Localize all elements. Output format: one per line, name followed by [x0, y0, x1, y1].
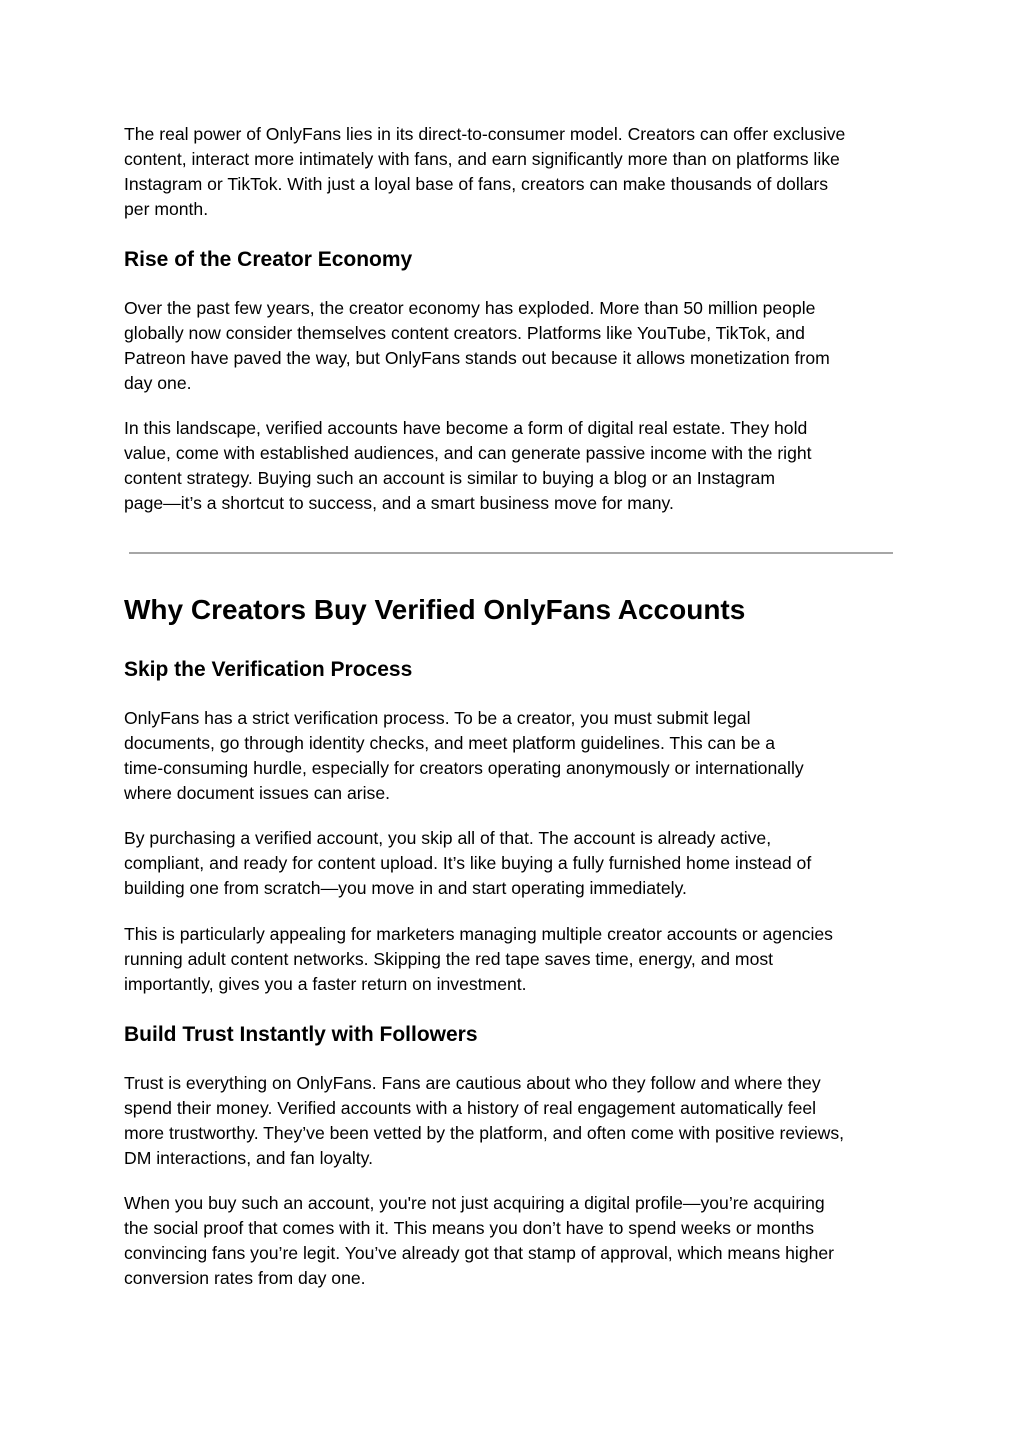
heading-rise-of-creator-economy: Rise of the Creator Economy: [124, 248, 413, 271]
intro-paragraph: The real power of OnlyFans lies in its direct-to-consumer model. Creators can offer exclusive content, interact more intimately with fans, and earn significantly more than on platforms like Instagram or TikTok. With just a loyal base of fans, creators can make thousands of dollars per month.: [124, 124, 846, 219]
trust-paragraph-1: Trust is everything on OnlyFans. Fans are cautious about who they follow and where they spend their money. Verified accounts with a history of real engagement automatically feel more trustworthy. They’ve been vetted by the platform, and often come with positive reviews, DM interactions, and fan loyalty.: [124, 1073, 845, 1168]
skip-paragraph-2: By purchasing a verified account, you skip all of that. The account is already active, compliant, and ready for content upload. It’s like buying a fully furnished home instead of building one from scratch—you move in and start operating immediately.: [124, 828, 812, 898]
heading-skip-verification: Skip the Verification Process: [124, 658, 413, 681]
rise-paragraph-1: Over the past few years, the creator economy has exploded. More than 50 million people globally now consider themselves content creators. Platforms like YouTube, TikTok, and Patreon have paved the way, but OnlyFans stands out because it allows monetization from day one.: [124, 298, 830, 393]
skip-paragraph-1: OnlyFans has a strict verification process. To be a creator, you must submit legal documents, go through identity checks, and meet platform guidelines. This can be a time-consuming hurdle, especially for creators operating anonymously or internationally where document issues can arise.: [124, 708, 804, 803]
heading-build-trust: Build Trust Instantly with Followers: [124, 1023, 478, 1046]
rise-paragraph-2: In this landscape, verified accounts have become a form of digital real estate. They hold value, come with established audiences, and can generate passive income with the right content strategy. Buying such an account is similar to buying a blog or an Instagram page—it’s a shortcut to success, and a smart business move for many.: [124, 418, 812, 513]
section-divider: [129, 552, 893, 554]
trust-paragraph-2: When you buy such an account, you're not just acquiring a digital profile—you’re acquiring the social proof that comes with it. This means you don’t have to spend weeks or months convincing fans you’re legit. You’ve already got that stamp of approval, which means higher conversion rates from day one.: [124, 1193, 835, 1288]
heading-why-creators-buy: Why Creators Buy Verified OnlyFans Accounts: [124, 594, 746, 625]
skip-paragraph-3: This is particularly appealing for marketers managing multiple creator accounts or agencies running adult content networks. Skipping the red tape saves time, energy, and most importantly, gives you a faster return on investment.: [124, 924, 833, 994]
